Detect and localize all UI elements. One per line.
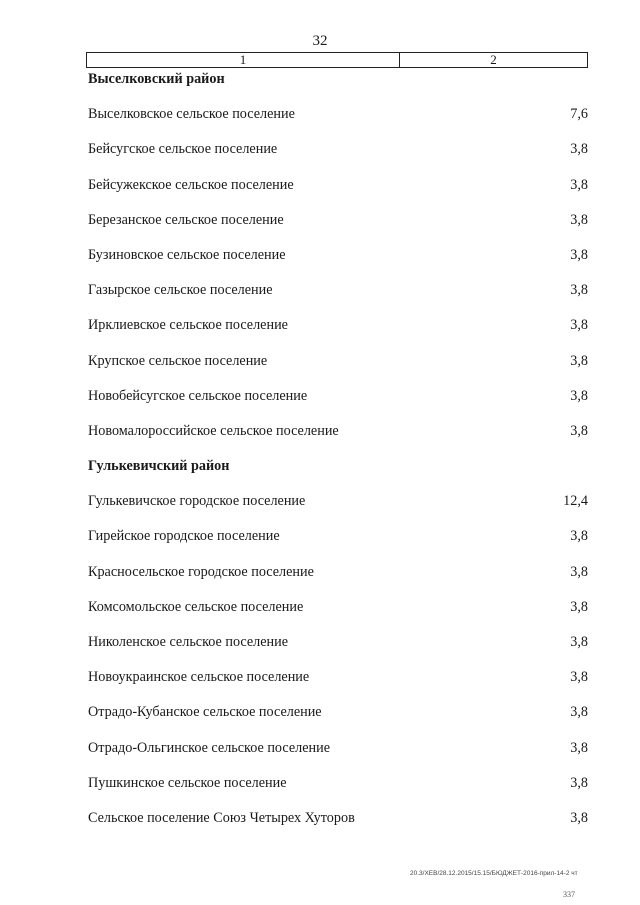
table-row (0, 101, 640, 136)
settlement-name: Пушкинское сельское поселение (88, 774, 287, 791)
footer-document-code: 20.3/ХЕВ/28.12.2015/15.15/БЮДЖЕТ-2016-прил-14-2 чт (410, 870, 578, 877)
district-name: Гулькевичский район (88, 458, 230, 475)
table-row (0, 277, 640, 312)
settlement-name: Бейсугское сельское поселение (88, 141, 278, 158)
settlement-name: Гулькевичское городское поселение (88, 493, 306, 510)
table-row (0, 488, 640, 523)
settlement-name: Крупское сельское поселение (88, 352, 268, 369)
settlement-name: Новоукраинское сельское поселение (88, 669, 310, 686)
settlement-name: Николенское сельское поселение (88, 634, 289, 650)
settlement-value: 3,8 (570, 282, 588, 299)
district-heading-row (0, 66, 640, 101)
settlement-name: Березанское сельское поселение (88, 211, 284, 228)
settlement-name: Выселковское сельское поселение (88, 106, 295, 123)
settlement-value: 3,8 (570, 176, 588, 193)
table-row (0, 348, 640, 383)
table-row (0, 770, 640, 805)
settlement-name: Газырское сельское поселение (88, 282, 273, 299)
settlement-value: 3,8 (570, 141, 588, 158)
settlement-name: Ирклиевское сельское поселение (88, 317, 288, 334)
settlement-value: 3,8 (570, 246, 588, 263)
table-row (0, 699, 640, 734)
settlement-value: 3,8 (570, 563, 588, 580)
settlement-value: 3,8 (570, 809, 588, 826)
table-row (0, 418, 640, 453)
table-row (0, 136, 640, 171)
table-row (0, 383, 640, 418)
table-row (0, 523, 640, 558)
settlement-value: 3,8 (570, 211, 588, 228)
settlement-value: 3,8 (570, 774, 588, 791)
settlement-value: 3,8 (570, 317, 588, 334)
footer-page-mark: 337 (563, 890, 575, 899)
header-column-1: 1 (87, 53, 400, 67)
table-row (0, 312, 640, 347)
table-row (0, 664, 640, 699)
settlement-name: Отрадо-Кубанское сельское поселение (88, 704, 322, 721)
settlement-value: 12,4 (563, 493, 588, 510)
settlement-name: Новомалороссийское сельское поселение (88, 422, 339, 439)
table-body (0, 66, 640, 840)
table-row (0, 594, 640, 629)
settlement-name: Гирейское городское поселение (88, 528, 280, 545)
header-column-2: 2 (490, 52, 497, 67)
settlement-name: Бейсужекское сельское поселение (88, 176, 294, 193)
table-row (0, 805, 640, 840)
table-row (0, 559, 640, 594)
table-row (0, 242, 640, 277)
page-number: 32 (312, 33, 328, 49)
table-row (0, 629, 640, 664)
settlement-value: 3,8 (570, 528, 588, 545)
settlement-name: Комсомольское сельское поселение (88, 598, 304, 615)
settlement-value: 3,8 (570, 352, 588, 369)
table-row (0, 207, 640, 242)
settlement-name: Сельское поселение Союз Четырех Хуторов (88, 809, 355, 826)
settlement-value: 3,8 (570, 704, 588, 721)
settlement-value: 7,6 (570, 106, 588, 123)
settlement-value: 3,8 (570, 669, 588, 686)
district-name: Выселковский район (88, 71, 225, 87)
table-row (0, 172, 640, 207)
settlement-value: 3,8 (570, 598, 588, 615)
settlement-value: 3,8 (570, 634, 588, 650)
settlement-name: Бузиновское сельское поселение (88, 246, 286, 263)
settlement-name: Отрадо-Ольгинское сельское поселение (88, 739, 330, 756)
settlement-value: 3,8 (570, 387, 588, 404)
district-heading-row (0, 453, 640, 488)
settlement-name: Новобейсугское сельское поселение (88, 387, 308, 404)
settlement-name: Красносельское городское поселение (88, 563, 314, 580)
settlement-value: 3,8 (570, 739, 588, 756)
settlement-value: 3,8 (570, 422, 588, 439)
table-row (0, 735, 640, 770)
